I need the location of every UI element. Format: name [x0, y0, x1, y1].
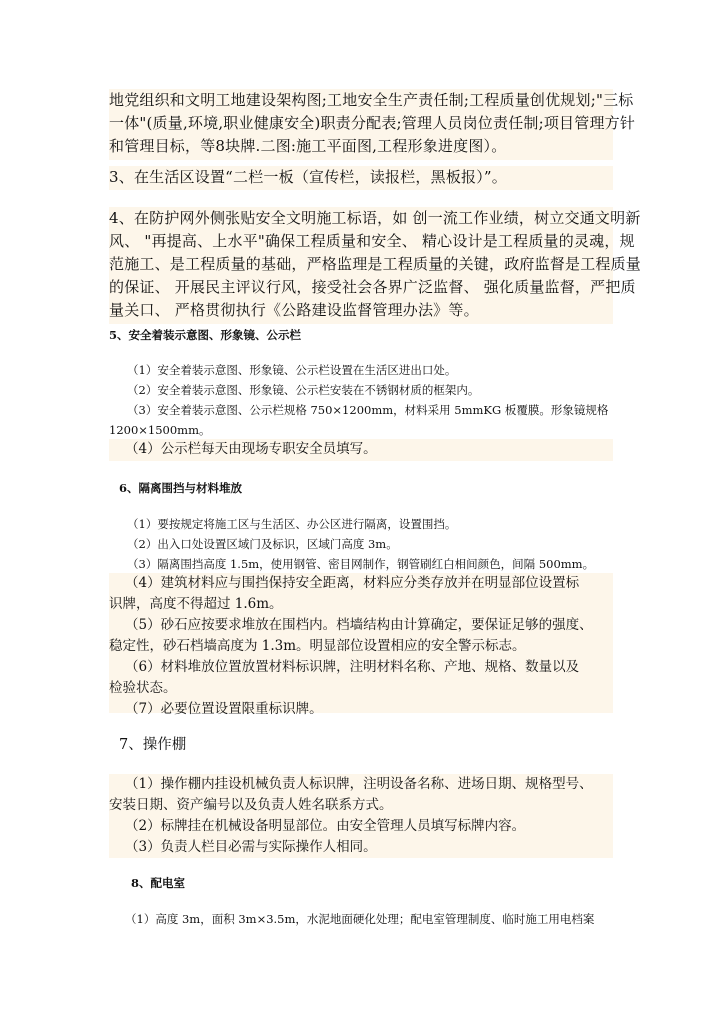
text-line: 一体"(质量,环境,职业健康安全)职责分配表;管理人员岗位责任制;项目管理方针	[109, 114, 636, 132]
paragraph-living-area	[109, 166, 613, 190]
text-line: 量关口、 严格贯彻执行《公路建设监督管理办法》等。	[109, 301, 479, 319]
list-item: 安装日期、资产编号以及负责人姓名联系方式。	[109, 797, 393, 813]
list-item: （5）砂石应按要求堆放在围档内。档墙结构由计算确定，要保证足够的强度、	[125, 617, 593, 633]
list-item: 检验状态。	[109, 680, 177, 696]
text-line: 地党组织和文明工地建设架构图;工地安全生产责任制;工程质量创优规划;"三标	[109, 91, 634, 109]
list-item: （1）操作棚内挂设机械负责人标识牌，注明设备名称、进场日期、规格型号、	[125, 776, 593, 792]
paragraph-signboards	[109, 89, 636, 160]
list-item: （4）公示栏每天由现场专职安全员填写。	[125, 441, 377, 457]
text-line: 4、在防护网外侧张贴安全文明施工标语，如 创一流工作业绩，树立交通文明新	[109, 209, 641, 227]
section-7-heading: 7、操作棚	[119, 737, 187, 753]
text-line: 的保证、 开展民主评议行风，接受社会各界广泛监督、 强化质量监督，严把质	[109, 278, 636, 296]
section-8-heading: 8、配电室	[131, 876, 186, 890]
paragraph-slogans	[109, 207, 642, 324]
list-item: （3）负责人栏目必需与实际操作人相同。	[125, 839, 377, 855]
text-line: 风、 "再提高、上水平"确保工程质量和安全、 精心设计是工程质量的灵魂，规	[109, 232, 635, 250]
section-5-item-4	[109, 439, 613, 461]
text-line: 范施工、是工程质量的基础，严格监理是工程质量的关键，政府监督是工程质量	[109, 255, 642, 273]
section-6-list-continued	[109, 573, 613, 717]
list-item: （1）高度 3m，面积 3m×3.5m，水泥地面硬化处理；配电室管理制度、临时施工用电档案	[125, 912, 595, 926]
text-line: 和管理目标，等8块牌.二图:施工平面图,工程形象进度图）。	[109, 137, 507, 155]
list-item: 识牌，高度不得超过 1.6m。	[109, 596, 283, 612]
section-6-heading: 6、隔离围挡与材料堆放	[119, 481, 243, 495]
list-item: （2）标牌挂在机械设备明显部位。由安全管理人员填写标牌内容。	[125, 818, 526, 834]
list-item: （1）要按规定将施工区与生活区、办公区进行隔离，设置围挡。	[127, 517, 457, 531]
section-6-list	[109, 514, 613, 574]
section-5-heading: 5、安全着装示意图、形象镜、公示栏	[109, 328, 301, 342]
list-item: （3）隔离围挡高度 1.5m，使用钢管、密目网制作，钢管刷红白相间颜色，间隔 500mm。	[127, 557, 595, 571]
section-7-list	[109, 774, 613, 858]
list-item: （1）安全着装示意图、形象镜、公示栏设置在生活区进出口处。	[127, 363, 457, 377]
section-8-list	[109, 909, 619, 929]
section-5-list	[109, 360, 613, 440]
list-item: 稳定性，砂石档墙高度为 1.3m。明显部位设置相应的安全警示标志。	[109, 638, 526, 654]
list-item: （6）材料堆放位置放置材料标识牌，注明材料名称、产地、规格、数量以及	[125, 659, 580, 675]
list-item: （4）建筑材料应与围挡保持安全距离，材料应分类存放并在明显部位设置标	[125, 575, 580, 591]
list-item: （3）安全着装示意图、公示栏规格 750×1200mm，材料采用 5mmKG 板覆膜。形象镜规格	[127, 403, 609, 417]
list-item: 1200×1500mm。	[109, 423, 211, 437]
list-item: （7）必要位置设置限重标识牌。	[125, 701, 323, 717]
list-item: （2）出入口处设置区域门及标识，区域门高度 3m。	[127, 537, 398, 551]
list-item: （2）安全着装示意图、形象镜、公示栏安装在不锈钢材质的框架内。	[127, 383, 480, 397]
text-line: 3、在生活区设置“二栏一板（宣传栏，读报栏，黑板报）”。	[109, 168, 507, 186]
